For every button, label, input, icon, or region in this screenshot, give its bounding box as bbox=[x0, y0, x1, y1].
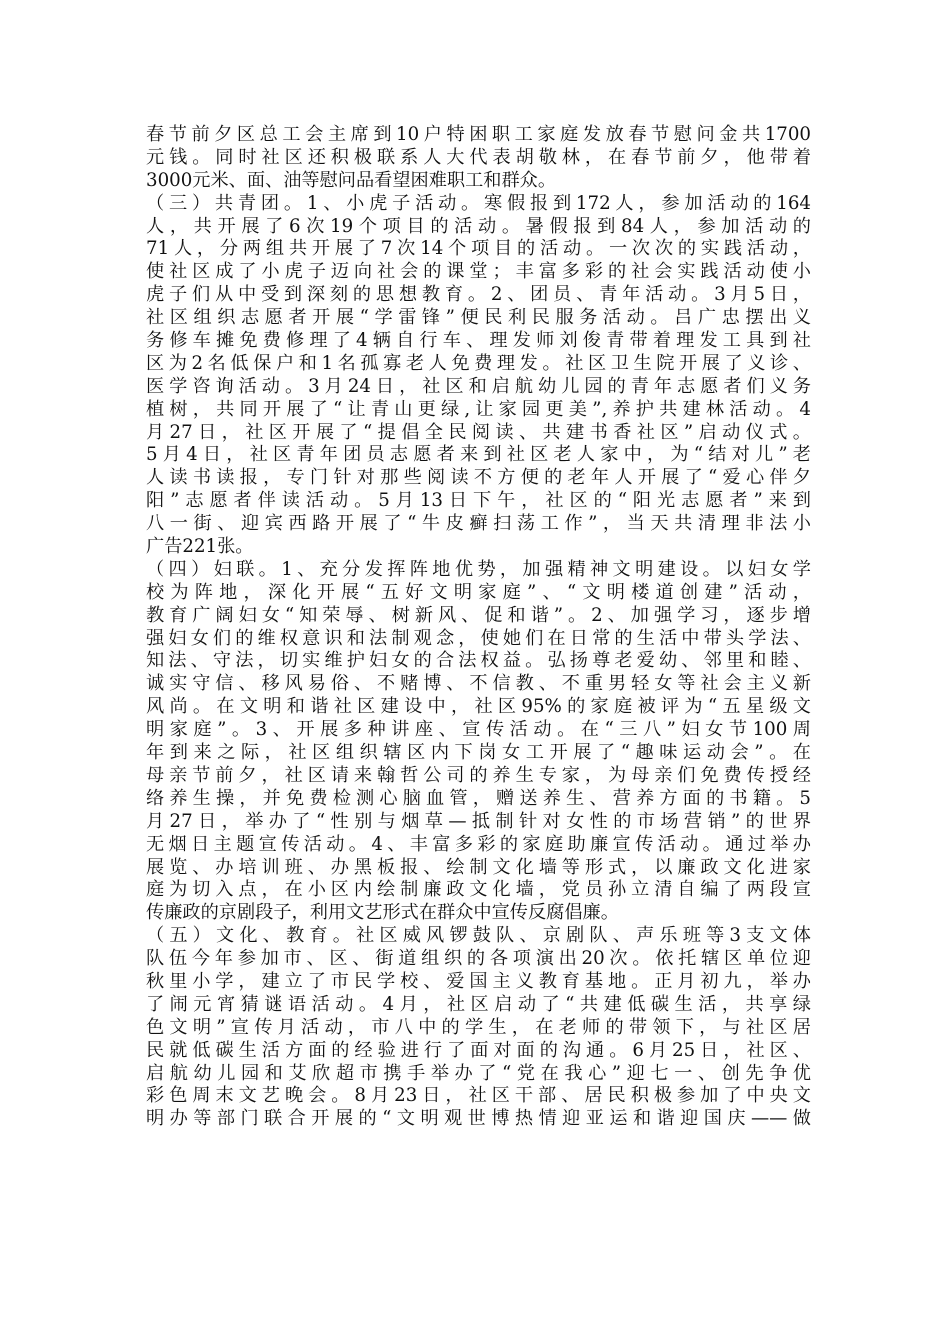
text-line: 使社区成了小虎子迈向社会的课堂；丰富多彩的社会实践活动使小 bbox=[146, 261, 811, 283]
text-line: 秋里小学，建立了市民学校、爱国主义教育基地。正月初九，举办 bbox=[146, 970, 811, 992]
text-line: 传廉政的京剧段子，利用文艺形式在群众中宣传反腐倡廉。 bbox=[146, 902, 619, 924]
text-line: 年到来之际，社区组织辖区内下岗女工开展了“趣味运动会”。在 bbox=[146, 742, 811, 764]
text-line: 医学咨询活动。3月24日，社区和启航幼儿园的青年志愿者们义务 bbox=[146, 375, 811, 397]
text-line: 风尚。在文明和谐社区建设中，社区95%的家庭被评为“五星级文 bbox=[146, 696, 811, 718]
text-line: 了闹元宵猜谜语活动。4月，社区启动了“共建低碳生活，共享绿 bbox=[146, 993, 811, 1015]
text-line: 诚实守信、移风易俗、不赌博、不信教、不重男轻女等社会主义新 bbox=[146, 673, 811, 695]
text-line: 月27日，举办了“性别与烟草—抵制针对女性的市场营销”的世界 bbox=[146, 810, 811, 832]
text-line: 教育广阔妇女“知荣辱、树新风、促和谐”。2、加强学习，逐步增 bbox=[146, 604, 811, 626]
text-line: 阳”志愿者伴读活动。5月13日下午，社区的“阳光志愿者”来到 bbox=[146, 490, 811, 512]
text-line: 校为阵地，深化开展“五好文明家庭”、“文明楼道创建”活动， bbox=[146, 581, 811, 603]
text-line: 人读书读报，专门针对那些阅读不方便的老年人开展了“爱心伴夕 bbox=[146, 467, 811, 489]
text-line: 广告221张。 bbox=[146, 536, 254, 558]
text-line: 络养生操，并免费检测心脑血管，赠送养生、营养方面的书籍。5 bbox=[146, 787, 811, 809]
text-line: 务修车摊免费修理了4辆自行车、理发师刘俊青带着理发工具到社 bbox=[146, 330, 811, 352]
text-line: 民就低碳生活方面的经验进行了面对面的沟通。6月25日，社区、 bbox=[146, 1039, 811, 1061]
text-line: （三）共青团。1、小虎子活动。寒假报到172人，参加活动的164 bbox=[146, 192, 811, 214]
text-line: 彩色周末文艺晚会。8月23日，社区干部、居民积极参加了中央文 bbox=[146, 1085, 811, 1107]
body-text bbox=[146, 124, 811, 1131]
text-line: 展览、办培训班、办黑板报、绘制文化墙等形式，以廉政文化进家 bbox=[146, 856, 811, 878]
text-line: 虎子们从中受到深刻的思想教育。2、团员、青年活动。3月5日， bbox=[146, 284, 811, 306]
text-line: 明办等部门联合开展的“文明观世博热情迎亚运和谐迎国庆——做 bbox=[146, 1108, 811, 1130]
text-line: 元钱。同时社区还积极联系人大代表胡敬林，在春节前夕，他带着 bbox=[146, 146, 811, 168]
text-line: 3000元米、面、油等慰问品看望困难职工和群众。 bbox=[146, 169, 557, 191]
text-line: 庭为切入点，在小区内绘制廉政文化墙，党员孙立清自编了两段宣 bbox=[146, 879, 811, 901]
text-line: 植树，共同开展了“让青山更绿,让家园更美”,养护共建林活动。4 bbox=[146, 398, 811, 420]
text-line: 区为2名低保户和1名孤寡老人免费理发。社区卫生院开展了义诊、 bbox=[146, 352, 811, 374]
text-line: 71人，分两组共开展了7次14个项目的活动。一次次的实践活动， bbox=[146, 238, 811, 260]
text-line: 母亲节前夕，社区请来翰哲公司的养生专家，为母亲们免费传授经 bbox=[146, 764, 811, 786]
text-line: （四）妇联。1、充分发挥阵地优势，加强精神文明建设。以妇女学 bbox=[146, 558, 811, 580]
text-line: 春节前夕区总工会主席到10户特困职工家庭发放春节慰问金共1700 bbox=[146, 124, 811, 145]
text-line: 明家庭”。3、开展多种讲座、宣传活动。在“三八”妇女节100周 bbox=[146, 719, 811, 741]
text-line: （五）文化、教育。社区威风锣鼓队、京剧队、声乐班等3支文体 bbox=[146, 925, 811, 947]
text-line: 5月4日，社区青年团员志愿者来到社区老人家中，为“结对儿”老 bbox=[146, 444, 811, 466]
text-line: 强妇女们的维权意识和法制观念，使她们在日常的生活中带头学法、 bbox=[146, 627, 811, 649]
text-line: 色文明”宣传月活动，市八中的学生，在老师的带领下，与社区居 bbox=[146, 1016, 811, 1038]
text-line: 社区组织志愿者开展“学雷锋”便民利民服务活动。吕广忠摆出义 bbox=[146, 307, 811, 329]
text-line: 八一街、迎宾西路开展了“牛皮癣扫荡工作”，当天共清理非法小 bbox=[146, 513, 811, 535]
text-line: 人，共开展了6次19个项目的活动。暑假报到84人，参加活动的 bbox=[146, 215, 811, 237]
text-line: 队伍今年参加市、区、街道组织的各项演出20次。依托辖区单位迎 bbox=[146, 948, 811, 970]
text-line: 启航幼儿园和艾欣超市携手举办了“党在我心”迎七一、创先争优 bbox=[146, 1062, 811, 1084]
text-line: 无烟日主题宣传活动。4、丰富多彩的家庭助廉宣传活动。通过举办 bbox=[146, 833, 811, 855]
text-line: 知法、守法，切实维护妇女的合法权益。弘扬尊老爱幼、邻里和睦、 bbox=[146, 650, 811, 672]
text-line: 月27日，社区开展了“提倡全民阅读、共建书香社区”启动仪式。 bbox=[146, 421, 811, 443]
